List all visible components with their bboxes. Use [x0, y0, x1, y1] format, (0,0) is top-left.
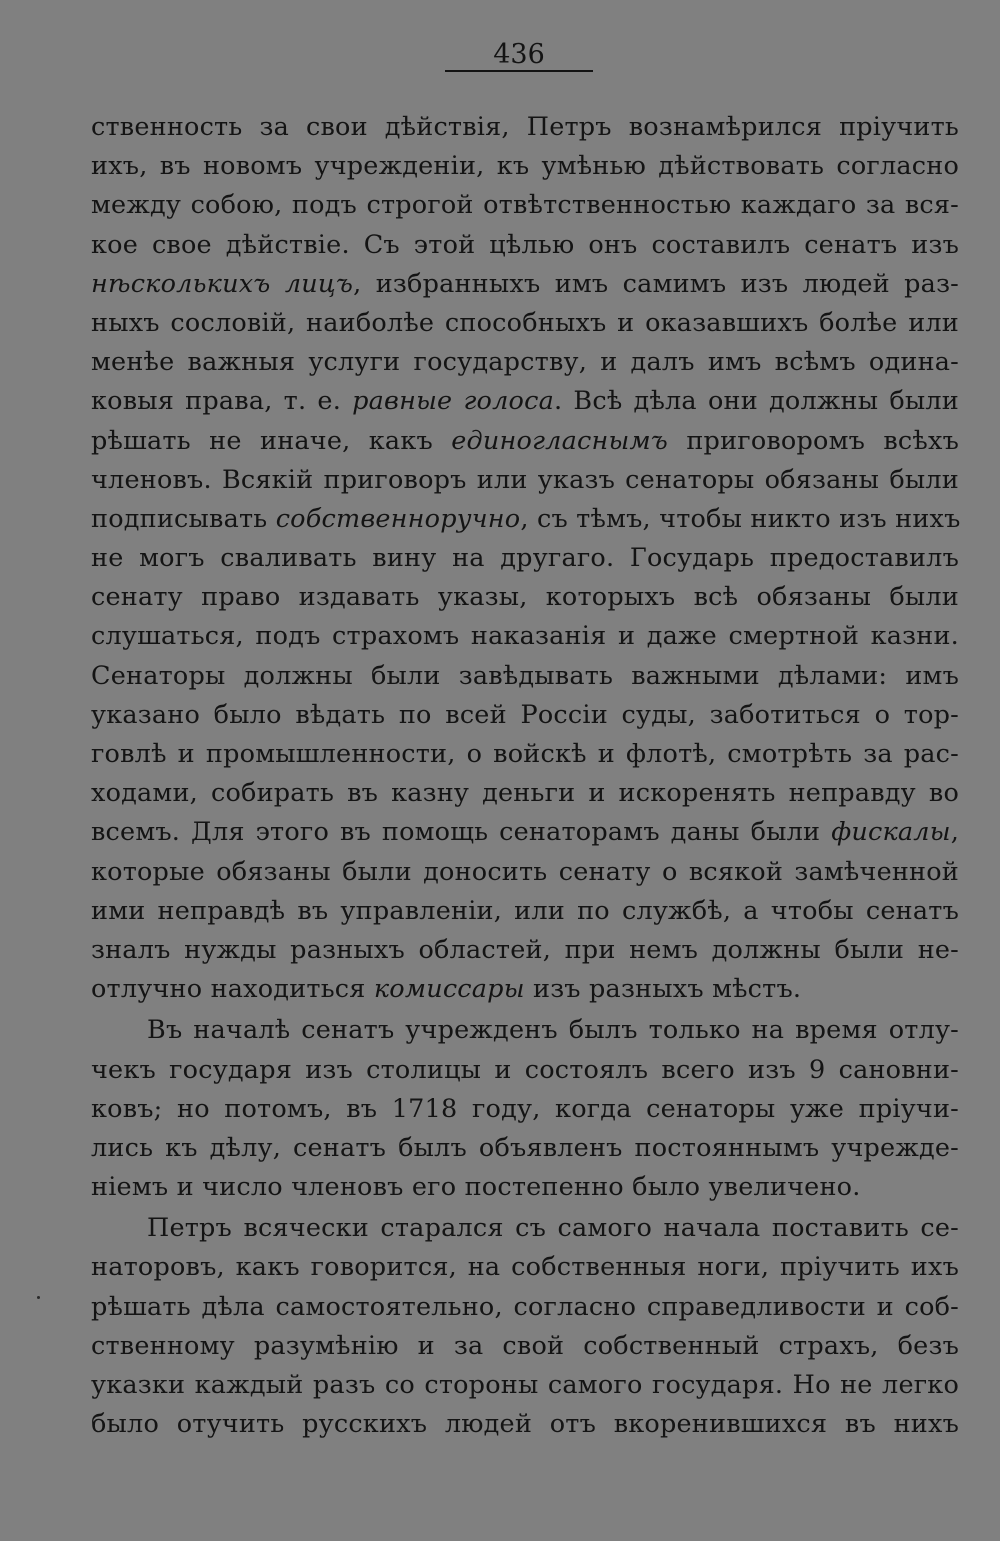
- italic-phrase: собственноручно: [275, 503, 521, 534]
- text-line: [91, 1405, 959, 1444]
- text-run: членовъ. Всякій приговоръ или указъ сенаторы обязаны были: [91, 464, 959, 495]
- text-line: [91, 578, 959, 617]
- text-run: было отучить русскихъ людей отъ вкоренившихся въ нихъ: [91, 1409, 959, 1440]
- text-line: [91, 304, 959, 343]
- text-line: [91, 892, 959, 931]
- text-line: [91, 1129, 959, 1168]
- text-run: ими неправдѣ въ управленіи, или по службѣ, а чтобы сенатъ: [91, 895, 959, 926]
- text-line: [91, 931, 959, 970]
- text-run: всемъ. Для этого въ помощь сенаторамъ даны были: [91, 817, 832, 848]
- text-line: [91, 265, 959, 304]
- page-number: 436: [493, 39, 545, 70]
- text-run: подписывать: [91, 503, 276, 534]
- text-run: ніемъ и число членовъ его постепенно было увеличено.: [91, 1172, 861, 1203]
- text-line: [91, 108, 959, 147]
- text-run: отлучно находиться: [91, 974, 374, 1005]
- text-line: [91, 735, 959, 774]
- italic-phrase: фискалы: [831, 817, 951, 848]
- text-line: [91, 422, 959, 461]
- paragraph: [91, 1209, 959, 1444]
- text-line: [91, 1051, 959, 1090]
- text-line: [91, 970, 959, 1009]
- text-line: [91, 657, 959, 696]
- text-run: зналъ нужды разныхъ областей, при немъ должны были не-: [91, 934, 959, 965]
- text-run: кое свое дѣйствіе. Съ этой цѣлью онъ составилъ сенатъ изъ: [91, 229, 959, 260]
- text-line: [91, 1248, 959, 1287]
- text-run: слушаться, подъ страхомъ наказанія и даже смертной казни.: [91, 621, 959, 652]
- text-line: [91, 500, 959, 539]
- page-number-rule: [445, 70, 593, 72]
- text-line: [91, 343, 959, 382]
- paragraph: [91, 108, 959, 1009]
- text-line: [91, 539, 959, 578]
- text-run: ковъ; но потомъ, въ 1718 году, когда сенаторы уже пріучи-: [91, 1093, 959, 1124]
- text-run: лись къ дѣлу, сенатъ былъ объявленъ постояннымъ учрежде-: [91, 1132, 959, 1163]
- text-run: ственному разумѣнію и за свой собственный страхъ, безъ: [91, 1330, 959, 1361]
- text-line: [91, 1366, 959, 1405]
- text-run: указки каждый разъ со стороны самого государя. Но не легко: [91, 1370, 959, 1400]
- text-line: [91, 226, 959, 265]
- text-run: наторовъ, какъ говорится, на собственныя ноги, пріучить ихъ: [91, 1252, 959, 1283]
- paragraph: [91, 1011, 959, 1207]
- text-line: [91, 1090, 959, 1129]
- text-line: [91, 696, 959, 735]
- text-line: [91, 813, 959, 852]
- text-line: [91, 617, 959, 656]
- text-run: ,: [950, 817, 959, 848]
- text-run: рѣшать не иначе, какъ: [91, 425, 452, 456]
- italic-phrase: единогласнымъ: [451, 425, 668, 456]
- text-run: изъ разныхъ мѣстъ.: [524, 974, 802, 1005]
- text-run: Сенаторы должны были завѣдывать важными дѣлами: имъ: [91, 660, 959, 691]
- text-run: между собою, подъ строгой отвѣтственностью каждаго за вся-: [91, 190, 959, 221]
- text-run: ныхъ сословій, наиболѣе способныхъ и оказавшихъ болѣе или: [91, 307, 959, 338]
- text-run: , съ тѣмъ, чтобы никто изъ нихъ: [520, 503, 961, 534]
- body-text: [91, 108, 959, 1444]
- text-run: Въ началѣ сенатъ учрежденъ былъ только на время отлу-: [147, 1015, 959, 1046]
- italic-phrase: равные голоса: [352, 386, 554, 417]
- text-line: [91, 774, 959, 813]
- text-line: [91, 1209, 959, 1248]
- text-run: . Всѣ дѣла они должны были: [554, 386, 959, 417]
- text-line: [91, 461, 959, 500]
- text-line: [91, 853, 959, 892]
- text-line: [91, 382, 959, 421]
- text-run: указано было вѣдать по всей Россіи суды, заботиться о тор-: [91, 699, 959, 730]
- italic-phrase: комиссары: [373, 974, 525, 1005]
- text-line: [91, 1011, 959, 1050]
- margin-speck: [37, 1296, 40, 1299]
- text-run: ходами, собирать въ казну деньги и искоренять неправду во: [91, 778, 959, 809]
- text-line: [91, 1288, 959, 1327]
- italic-phrase: нѣсколькихъ лицъ: [91, 268, 354, 299]
- text-run: ковыя права, т. е.: [91, 386, 353, 417]
- text-run: чекъ государя изъ столицы и состоялъ всего изъ 9 сановни-: [91, 1054, 959, 1085]
- text-run: приговоромъ всѣхъ: [668, 425, 959, 456]
- text-run: ихъ, въ новомъ учрежденіи, къ умѣнью дѣйствовать согласно: [91, 151, 959, 182]
- text-line: [91, 1327, 959, 1366]
- text-line: [91, 147, 959, 186]
- text-run: менѣе важныя услуги государству, и далъ имъ всѣмъ одина-: [91, 347, 959, 378]
- text-run: Петръ всячески старался съ самого начала поставить се-: [147, 1213, 959, 1244]
- text-run: говлѣ и промышленности, о войскѣ и флотѣ, смотрѣть за рас-: [91, 739, 959, 769]
- text-run: не могъ сваливать вину на другаго. Государь предоставилъ: [91, 543, 959, 574]
- text-line: [91, 186, 959, 225]
- text-run: ственность за свои дѣйствія, Петръ вознамѣрился пріучить: [91, 112, 959, 142]
- text-run: , избранныхъ имъ самимъ изъ людей раз-: [353, 268, 959, 299]
- text-run: сенату право издавать указы, которыхъ всѣ обязаны были: [91, 582, 959, 613]
- text-run: которые обязаны были доносить сенату о всякой замѣченной: [91, 856, 959, 887]
- text-line: [91, 1168, 959, 1207]
- text-run: рѣшать дѣла самостоятельно, согласно справедливости и соб-: [91, 1291, 959, 1322]
